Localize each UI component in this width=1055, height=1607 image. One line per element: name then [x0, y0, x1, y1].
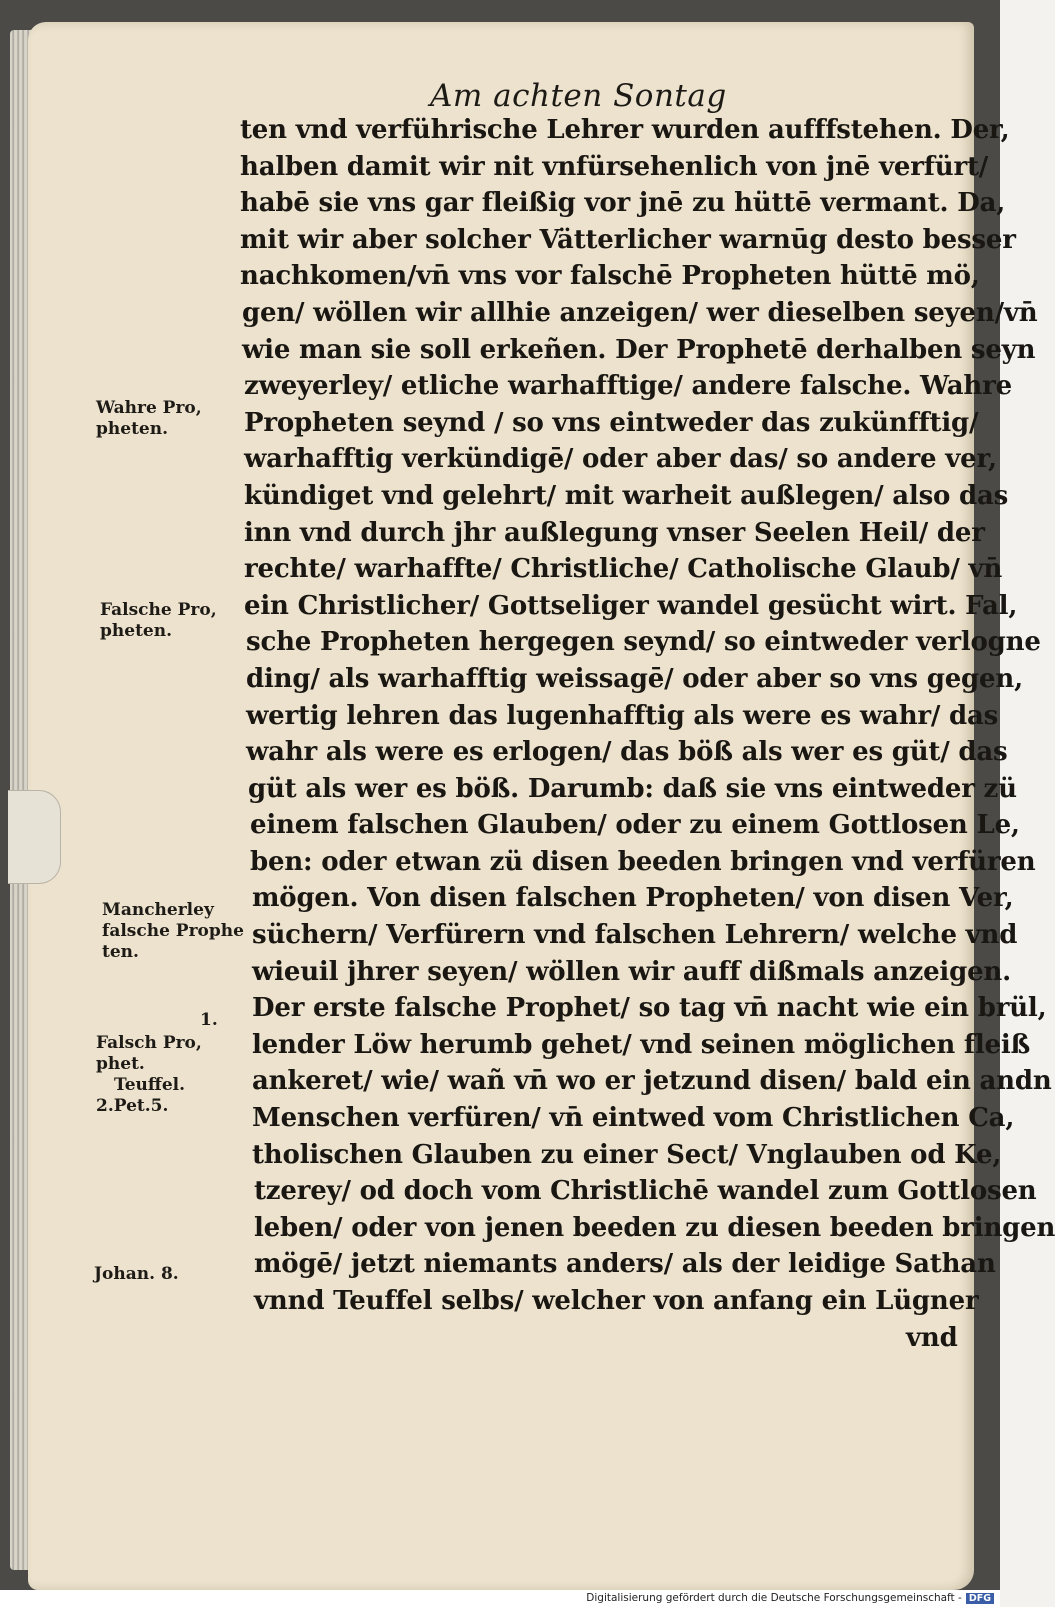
margin-note-line: Teuffel.: [114, 1075, 186, 1095]
text-line: Menschen verfüren/ vn̄ eintwed vom Christlichen Ca,: [252, 1103, 1015, 1134]
text-line: gen/ wöllen wir allhie anzeigen/ wer dieselben seyen/vn̄: [242, 297, 1038, 328]
text-line: vnnd Teuffel selbs/ welcher von anfang ein Lügner: [254, 1286, 979, 1316]
text-line: warhafftig verkündigē/ oder aber das/ so andere ver,: [244, 444, 997, 475]
margin-note-line: falsche Prophe: [102, 921, 244, 941]
text-line: nachkomen/vn̄ vns vor falschē Propheten hüttē mö,: [240, 261, 980, 292]
text-line: leben/ oder von jenen beeden zu diesen beeden bringen: [254, 1212, 1055, 1243]
margin-note-line: Mancherley: [102, 900, 214, 920]
text-line: lender Löw herumb gehet/ vnd seinen möglichen fleiß: [252, 1029, 1031, 1060]
text-line: tholischen Glauben zu einer Sect/ Vnglauben od Ke,: [252, 1139, 1002, 1170]
margin-note-line: Falsche Pro,: [100, 600, 217, 620]
margin-note-line: 2.Pet.5.: [96, 1096, 169, 1116]
margin-note-mancherley: [102, 900, 244, 963]
text-line: ding/ als warhafftig weissagē/ oder aber so vns gegen,: [246, 663, 1023, 694]
text-line: rechte/ warhaffte/ Christliche/ Catholische Glaub/ vn̄: [244, 554, 1003, 585]
text-line: güt als wer es böß. Darumb: daß sie vns eintweder zü: [248, 773, 1017, 804]
margin-note-line: ten.: [102, 942, 139, 962]
bookmark-tab: [8, 790, 61, 884]
margin-note-teuffel: [96, 1033, 202, 1117]
margin-note-line: Wahre Pro,: [96, 398, 202, 418]
margin-note-johan: Johan. 8.: [94, 1264, 179, 1284]
text-line: ten vnd verführische Lehrer wurden aufffstehen. Der,: [240, 115, 1010, 145]
text-line: mögē/ jetzt niemants anders/ als der leidige Sathan: [254, 1249, 996, 1280]
running-title: Am achten Sontag: [430, 78, 727, 114]
margin-note-number: 1.: [200, 1010, 218, 1030]
text-line: süchern/ Verfürern vnd falschen Lehrern/ welche vnd: [252, 920, 1018, 951]
body-text: [206, 112, 1055, 1356]
text-line: kündiget vnd gelehrt/ mit warheit außlegen/ also das: [244, 480, 1009, 511]
text-line: Der erste falsche Prophet/ so tag vn̄ nacht wie ein brül,: [252, 993, 1047, 1024]
margin-note-line: Falsch Pro,: [96, 1033, 202, 1053]
text-line: wahr als were es erlogen/ das böß als wer es güt/ das: [246, 737, 1008, 768]
footer-credit: [586, 1592, 994, 1604]
catchword: vnd: [906, 1322, 958, 1353]
text-line: mit wir aber solcher Vätterlicher warnūg desto besser: [240, 224, 1016, 255]
margin-note-line: pheten.: [100, 621, 173, 641]
dfg-logo: DFG: [966, 1593, 994, 1604]
text-line: wieuil jhrer seyen/ wöllen wir auff dißmals anzeigen.: [252, 956, 1011, 987]
text-line: habē sie vns gar fleißig vor jnē zu hüttē vermant. Da,: [240, 188, 1006, 219]
margin-note-wahre-propheten: [96, 398, 202, 440]
text-line: wertig lehren das lugenhafftig als were es wahr/ das: [246, 700, 999, 731]
text-line: sche Propheten hergegen seynd/ so eintweder verlogne: [246, 627, 1041, 658]
margin-note-line: phet.: [96, 1054, 145, 1074]
text-line: halben damit wir nit vnfürsehenlich von jnē verfürt/: [240, 151, 989, 182]
text-line: tzerey/ od doch vom Christlichē wandel zum Gottlosen: [254, 1176, 1037, 1207]
text-line: Propheten seynd / so vns eintweder das zukünfftig/: [244, 407, 979, 438]
text-line: wie man sie soll erkeñen. Der Prophetē derhalben seyn: [242, 334, 1036, 365]
text-line: ein Christlicher/ Gottseliger wandel gesücht wirt. Fal,: [244, 590, 1018, 621]
footer-credit-text: Digitalisierung gefördert durch die Deutsche Forschungsgemeinschaft -: [586, 1592, 962, 1604]
text-line: ben: oder etwan zü disen beeden bringen vnd verfüren: [250, 846, 1036, 877]
text-line: einem falschen Glauben/ oder zu einem Gottlosen Le,: [250, 810, 1020, 841]
text-line: zweyerley/ etliche warhafftige/ andere falsche. Wahre: [244, 371, 1012, 402]
text-line: inn vnd durch jhr außlegung vnser Seelen Heil/ der: [244, 517, 985, 548]
text-line: mögen. Von disen falschen Propheten/ von disen Ver,: [252, 883, 1014, 914]
text-line: ankeret/ wie/ wañ vn̄ wo er jetzund disen/ bald ein andn: [252, 1066, 1052, 1097]
margin-note-falsche-propheten: [100, 600, 217, 642]
margin-note-line: pheten.: [96, 419, 169, 439]
